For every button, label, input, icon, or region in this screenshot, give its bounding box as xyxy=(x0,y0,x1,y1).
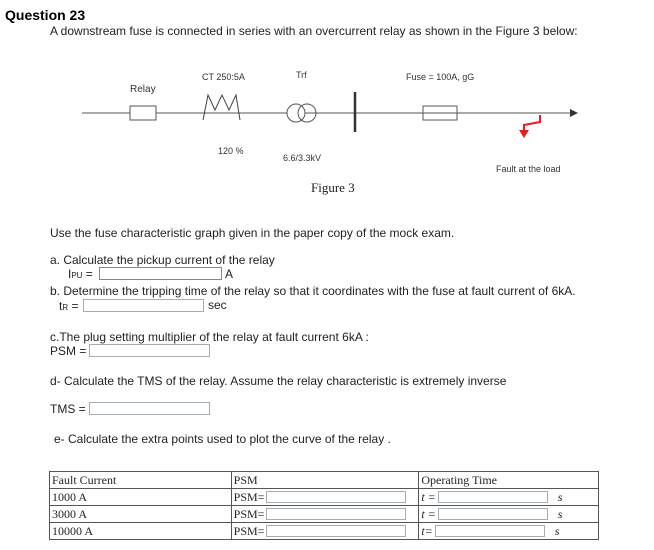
question-statement: A downstream fuse is connected in series with an overcurrent relay as shown in the Figure 3 below: xyxy=(50,24,578,38)
fault-table xyxy=(49,471,599,540)
header-operating-time: Operating Time xyxy=(419,472,599,489)
fault-current-cell: 10000 A xyxy=(50,523,232,540)
time-row-input[interactable] xyxy=(438,508,548,520)
psm-label: PSM = xyxy=(50,344,87,358)
trf-label: Trf xyxy=(296,70,307,80)
table-row xyxy=(50,489,599,506)
arrow-head xyxy=(570,109,578,117)
relay-label: Relay xyxy=(130,84,156,95)
transformer-primary xyxy=(287,104,305,122)
psm-cell: PSM= xyxy=(231,489,419,506)
ct-coil xyxy=(203,95,240,120)
tms-input[interactable] xyxy=(89,402,210,415)
tr-input[interactable] xyxy=(83,299,204,312)
psm-row-input[interactable] xyxy=(266,525,406,537)
figure-caption: Figure 3 xyxy=(311,180,355,195)
ipu-label: IPU = xyxy=(68,267,93,281)
tms-label: TMS = xyxy=(50,402,86,416)
fault-arrow xyxy=(524,115,540,132)
tr-unit: sec xyxy=(208,298,227,312)
psm-cell: PSM= xyxy=(231,506,419,523)
time-cell: t = s xyxy=(419,506,599,523)
fault-current-cell: 1000 A xyxy=(50,489,232,506)
time-row-input[interactable] xyxy=(435,525,545,537)
table-row xyxy=(50,523,599,540)
time-cell: t = s xyxy=(419,489,599,506)
ct-label: CT 250:5A xyxy=(202,72,245,82)
ct-setting: 120 % xyxy=(218,146,244,156)
ipu-unit: A xyxy=(225,267,234,281)
fault-current-cell: 3000 A xyxy=(50,506,232,523)
part-b-prompt: b. Determine the tripping time of the relay so that it coordinates with the fuse at fault current of 6kA. xyxy=(50,284,576,298)
question-title: Question 23 xyxy=(5,7,86,23)
part-c-prompt: c.The plug setting multiplier of the relay at fault current 6kA : xyxy=(50,330,369,344)
fuse-label: Fuse = 100A, gG xyxy=(406,72,475,82)
circuit-diagram xyxy=(0,60,654,210)
psm-row-input[interactable] xyxy=(266,508,406,520)
psm-input[interactable] xyxy=(89,344,210,357)
header-fault-current: Fault Current xyxy=(50,472,232,489)
header-psm: PSM xyxy=(231,472,419,489)
psm-row-input[interactable] xyxy=(266,491,406,503)
relay-box xyxy=(130,106,156,120)
psm-cell: PSM= xyxy=(231,523,419,540)
trf-ratio: 6.6/3.3kV xyxy=(283,153,322,163)
part-a-prompt: a. Calculate the pickup current of the relay xyxy=(50,253,275,267)
tr-label: tR = xyxy=(59,299,79,313)
ipu-input[interactable] xyxy=(99,267,222,280)
part-d-prompt: d- Calculate the TMS of the relay. Assume the relay characteristic is extremely inverse xyxy=(50,374,507,388)
fault-label: Fault at the load xyxy=(496,164,561,174)
time-row-input[interactable] xyxy=(438,491,548,503)
time-cell: t= s xyxy=(419,523,599,540)
table-row xyxy=(50,506,599,523)
instructions: Use the fuse characteristic graph given in the paper copy of the mock exam. xyxy=(50,226,455,240)
table-header-row xyxy=(50,472,599,489)
part-e-prompt: e- Calculate the extra points used to plot the curve of the relay . xyxy=(54,432,391,446)
